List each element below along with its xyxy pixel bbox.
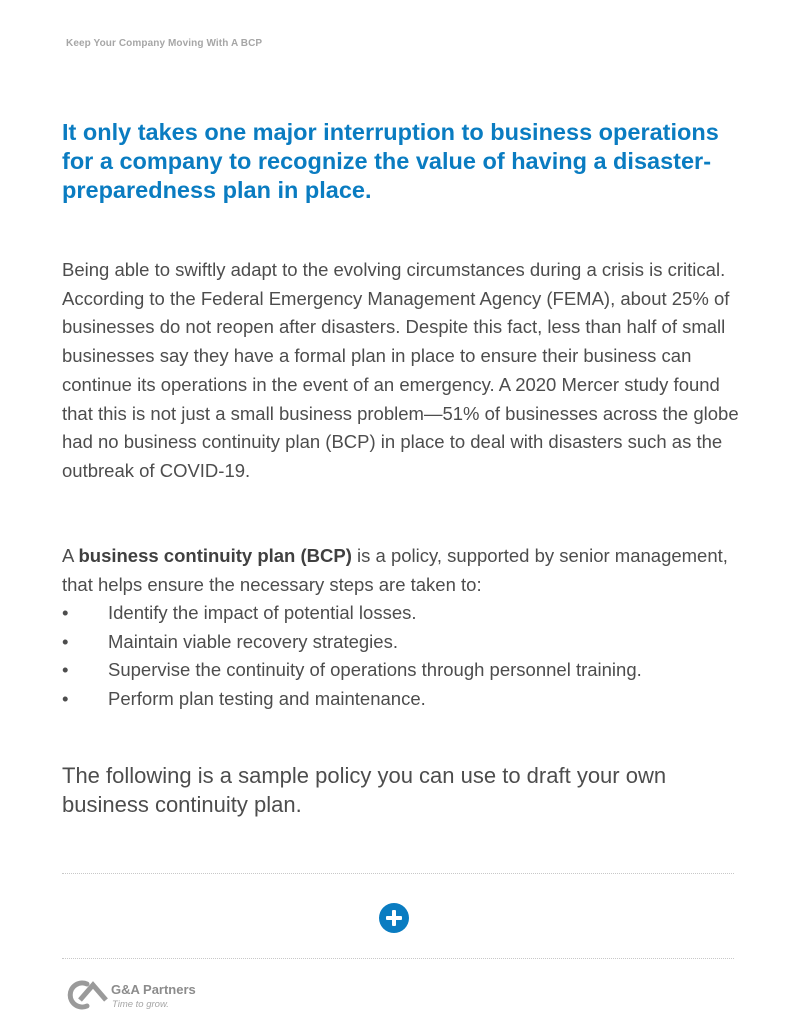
- list-item: [62, 599, 762, 628]
- running-header-title: Keep Your Company Moving With A BCP: [66, 38, 263, 49]
- expand-plus-button[interactable]: [379, 903, 409, 933]
- bcp-definition-paragraph: [62, 542, 742, 599]
- definition-term: business continuity plan (BCP): [78, 545, 352, 566]
- bcp-steps-list: [62, 599, 762, 714]
- logo-mark-icon: [64, 976, 108, 1010]
- sample-policy-intro: The following is a sample policy you can use to draft your own business continuity plan.: [62, 763, 667, 817]
- bullet-marker: •: [62, 630, 69, 652]
- bullet-marker: •: [62, 659, 69, 681]
- logo-tagline: Time to grow.: [112, 999, 169, 1010]
- intro-paragraph: Being able to swiftly adapt to the evolving circumstances during a crisis is critical. According to the Federal Emergency Management Agency (FEMA), about 25% of businesses do not reopen after disasters. Despite this fact, less than half of small businesses say they have a formal plan in place to ensure their business can continue its operations in the event of an emergency. A 2020 Mercer study found that this is not just a small business problem—51% of businesses across the globe had no business continuity plan (BCP) in place to deal with disasters such as the outbreak of COVID-19.: [62, 259, 739, 481]
- dotted-divider-bottom: [62, 958, 734, 959]
- logo-company-name: G&A Partners: [111, 982, 196, 997]
- list-item: [62, 628, 762, 657]
- definition-rest: is a policy, supported by senior management, that helps ensure the necessary steps are taken to:: [62, 545, 728, 595]
- list-item: [62, 685, 762, 714]
- company-logo: [64, 976, 244, 1016]
- dotted-divider-top: [62, 873, 734, 874]
- list-item-text: Maintain viable recovery strategies.: [108, 630, 398, 652]
- page-headline: It only takes one major interruption to business operations for a company to recognize the value of having a disaster-preparedness plan in place.: [62, 119, 719, 203]
- list-item-text: Perform plan testing and maintenance.: [108, 688, 426, 710]
- list-item: [62, 656, 762, 685]
- bullet-marker: •: [62, 688, 69, 710]
- list-item-text: Identify the impact of potential losses.: [108, 602, 417, 623]
- definition-prefix: A: [62, 545, 79, 566]
- bullet-marker: •: [62, 602, 69, 623]
- list-item-text: Supervise the continuity of operations through personnel training.: [108, 659, 642, 681]
